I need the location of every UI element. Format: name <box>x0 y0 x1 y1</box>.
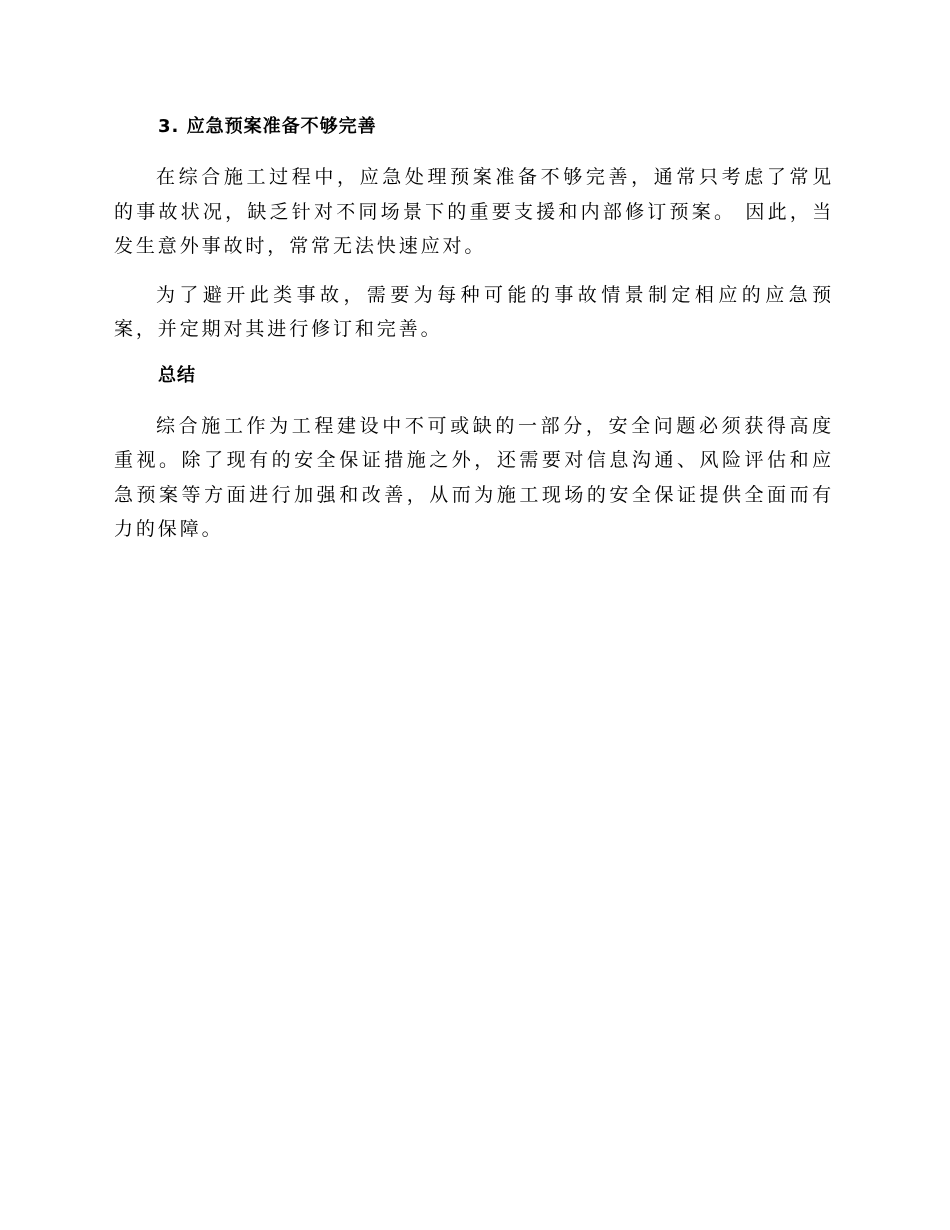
section-heading-summary: 总结 <box>158 364 196 386</box>
paragraph: 在综合施工过程中，应急处理预案准备不够完善，通常只考虑了常见的事故状况，缺乏针对不同场景下的重要支援和内部修订预案。 因此，当发生意外事故时，常常无法快速应对。 <box>114 166 834 257</box>
paragraph: 综合施工作为工程建设中不可或缺的一部分，安全问题必须获得高度重视。除了现有的安全保证措施之外，还需要对信息沟通、风险评估和应急预案等方面进行加强和改善，从而为施工现场的安全保证提供全面而有力的保障。 <box>114 414 834 540</box>
section-heading-emergency-plan: 3. 应急预案准备不够完善 <box>158 116 377 137</box>
paragraph: 为了避开此类事故，需要为每种可能的事故情景制定相应的应急预案，并定期对其进行修订和完善。 <box>114 283 834 340</box>
document-body <box>114 112 834 561</box>
